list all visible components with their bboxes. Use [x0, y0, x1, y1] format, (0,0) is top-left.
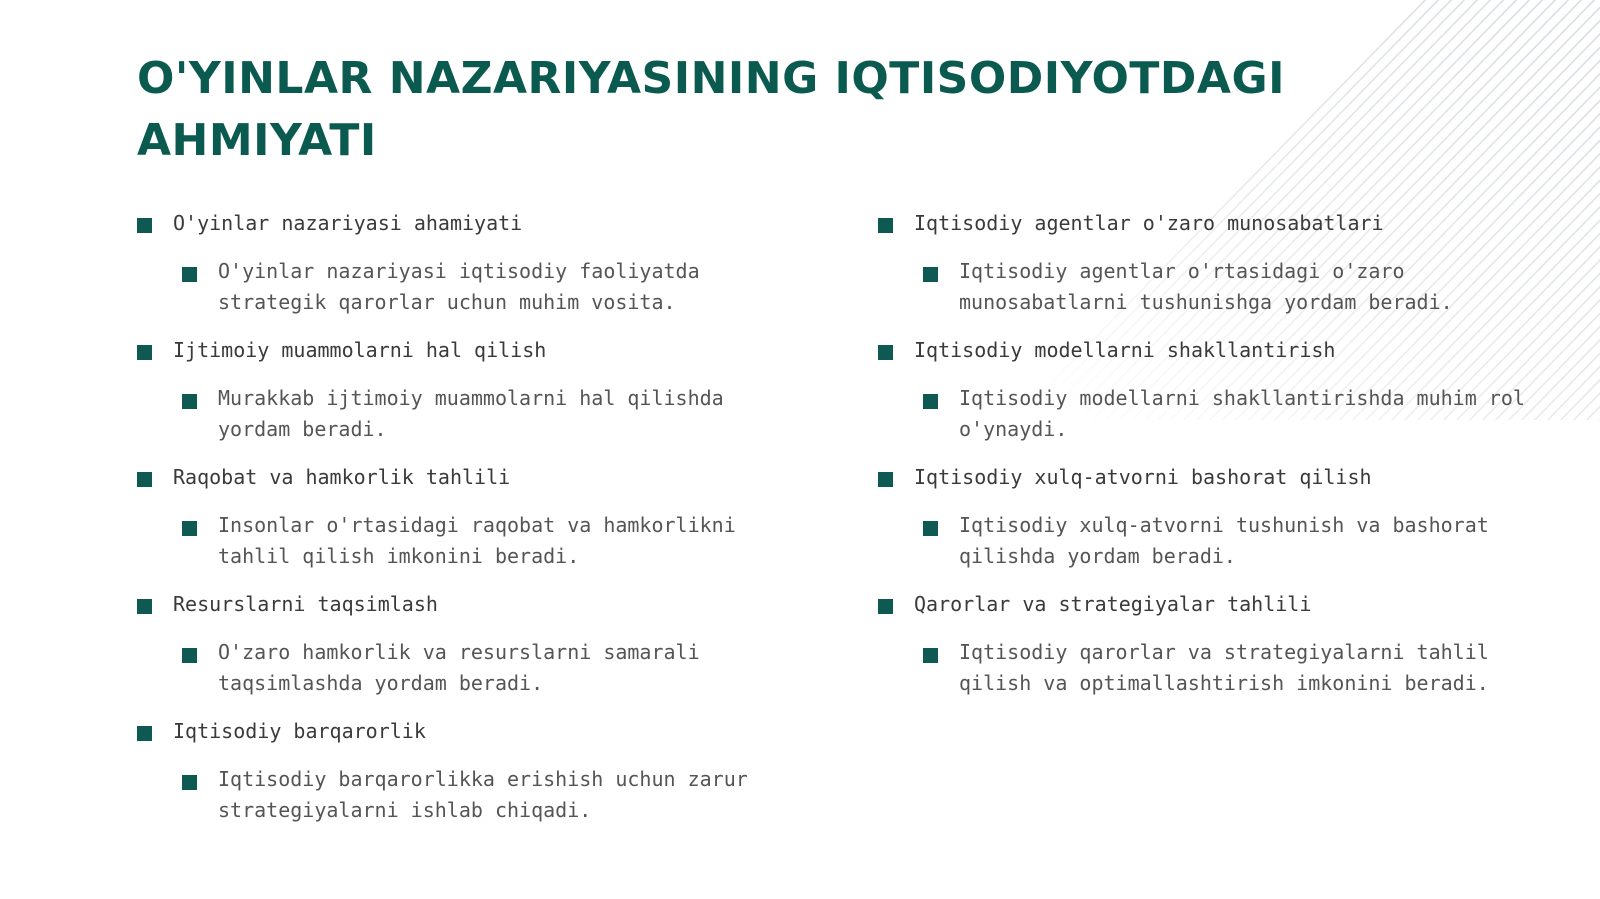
detail-line: Insonlar o'rtasidagi raqobat va hamkorlikni: [218, 513, 736, 537]
stripe-line: [1564, 0, 1600, 420]
detail-line: o'ynaydi.: [959, 417, 1068, 441]
list-item-detail: [137, 764, 787, 826]
square-bullet-icon: [182, 521, 197, 536]
detail-line: O'zaro hamkorlik va resurslarni samarali: [218, 640, 700, 664]
detail-line: yordam beradi.: [218, 417, 387, 441]
list-item-heading: [878, 336, 1568, 364]
square-bullet-icon: [137, 726, 152, 741]
square-bullet-icon: [137, 218, 152, 233]
list-item-heading: [137, 717, 787, 745]
list-item-heading: [137, 336, 787, 364]
square-bullet-icon: [182, 394, 197, 409]
detail-line: Iqtisodiy modellarni shakllantirishda muhim rol: [959, 386, 1525, 410]
heading-text: Qarorlar va strategiyalar tahlili: [914, 592, 1312, 616]
detail-line: strategiyalarni ishlab chiqadi.: [218, 798, 592, 822]
list-item-detail: [878, 256, 1568, 318]
square-bullet-icon: [182, 648, 197, 663]
list-item-detail: [137, 383, 787, 445]
detail-line: Iqtisodiy agentlar o'rtasidagi o'zaro: [959, 259, 1405, 283]
heading-text: Iqtisodiy agentlar o'zaro munosabatlari: [914, 211, 1384, 235]
list-item-detail: [878, 637, 1568, 699]
title-line-2: AHMIYATI: [137, 115, 377, 166]
square-bullet-icon: [923, 648, 938, 663]
detail-line: Murakkab ijtimoiy muammolarni hal qilishda: [218, 386, 724, 410]
page-title: [137, 48, 1397, 172]
square-bullet-icon: [923, 394, 938, 409]
detail-line: qilishda yordam beradi.: [959, 544, 1236, 568]
list-item-heading: [137, 463, 787, 491]
square-bullet-icon: [137, 599, 152, 614]
list-item-heading: [878, 209, 1568, 237]
square-bullet-icon: [878, 218, 893, 233]
heading-text: Iqtisodiy xulq-atvorni bashorat qilish: [914, 465, 1372, 489]
square-bullet-icon: [878, 472, 893, 487]
title-line-1: O'YINLAR NAZARIYASINING IQTISODIYOTDAGI: [137, 53, 1285, 104]
square-bullet-icon: [878, 599, 893, 614]
square-bullet-icon: [923, 521, 938, 536]
detail-line: Iqtisodiy xulq-atvorni tushunish va bashorat: [959, 513, 1489, 537]
detail-line: qilish va optimallashtirish imkonini beradi.: [959, 671, 1489, 695]
detail-line: Iqtisodiy barqarorlikka erishish uchun zarur: [218, 767, 748, 791]
right-column: [878, 209, 1568, 717]
heading-text: Iqtisodiy modellarni shakllantirish: [914, 338, 1336, 362]
detail-line: taqsimlashda yordam beradi.: [218, 671, 544, 695]
list-item-heading: [137, 209, 787, 237]
square-bullet-icon: [878, 345, 893, 360]
detail-line: strategik qarorlar uchun muhim vosita.: [218, 290, 676, 314]
detail-line: Iqtisodiy qarorlar va strategiyalarni tahlil: [959, 640, 1489, 664]
detail-line: tahlil qilish imkonini beradi.: [218, 544, 580, 568]
square-bullet-icon: [137, 472, 152, 487]
list-item-heading: [878, 463, 1568, 491]
square-bullet-icon: [923, 267, 938, 282]
list-item-heading: [137, 590, 787, 618]
list-item-detail: [878, 510, 1568, 572]
detail-line: munosabatlarni tushunishga yordam beradi.: [959, 290, 1453, 314]
square-bullet-icon: [182, 267, 197, 282]
list-item-heading: [878, 590, 1568, 618]
heading-text: Iqtisodiy barqarorlik: [173, 719, 426, 743]
list-item-detail: [137, 637, 787, 699]
list-item-detail: [878, 383, 1568, 445]
square-bullet-icon: [182, 775, 197, 790]
heading-text: Ijtimoiy muammolarni hal qilish: [173, 338, 547, 362]
heading-text: Raqobat va hamkorlik tahlili: [173, 465, 511, 489]
heading-text: Resurslarni taqsimlash: [173, 592, 438, 616]
list-item-detail: [137, 510, 787, 572]
list-item-detail: [137, 256, 787, 318]
square-bullet-icon: [137, 345, 152, 360]
left-column: [137, 209, 787, 844]
stripe-line: [1590, 0, 1600, 420]
detail-line: O'yinlar nazariyasi iqtisodiy faoliyatda: [218, 259, 700, 283]
heading-text: O'yinlar nazariyasi ahamiyati: [173, 211, 523, 235]
stripe-line: [1577, 0, 1600, 420]
